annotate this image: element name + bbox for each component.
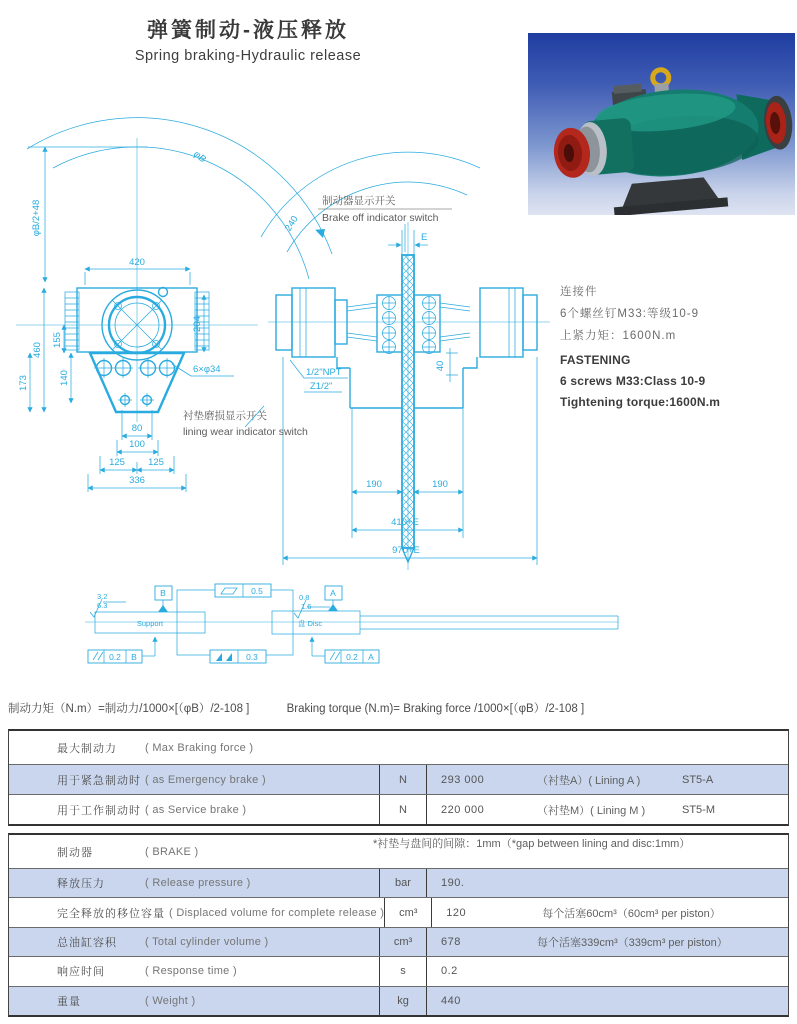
fastening-en-2: 6 screws M33:Class 10-9 [560, 374, 706, 388]
roughness-1.6: 1.6 [301, 602, 312, 611]
dim-155: 155 [52, 332, 63, 348]
unit-cell: N [379, 765, 427, 794]
parallel-b-ref: B [131, 652, 137, 662]
value-cell: 293 000 [441, 773, 485, 786]
datum-a-label: A [330, 588, 336, 598]
unit-cell: s [379, 957, 427, 985]
table-row [9, 868, 788, 897]
dim-240: 240 [283, 214, 301, 234]
code-cell: ST5-M [682, 803, 715, 816]
formula-en: Braking torque (N.m)= Braking force /1000×[（φB）/2-108 ] [286, 703, 585, 715]
row-label-en: ( Response time ) [145, 965, 237, 978]
row-label-zh: 响应时间 [57, 966, 105, 979]
brake-photo-illustration [528, 33, 795, 215]
value-cell: 678 [441, 936, 461, 949]
runout-value: 0.3 [246, 652, 258, 662]
callout-brake-off-zh: 制动器显示开关 [322, 195, 396, 207]
row-label-zh: 完全释放的移位容量 [57, 907, 165, 920]
fastening-zh-3: 上紧力矩：1600N.m [560, 330, 677, 342]
dim-100: 100 [129, 439, 145, 450]
fastening-note [560, 281, 720, 413]
dim-phiB-half: φB/2+48 [31, 199, 42, 237]
row-label-zh: 用于工作制动时 [57, 804, 141, 817]
flatness-value: 0.5 [251, 586, 263, 596]
dim-140: 140 [59, 370, 70, 386]
row-label-zh: 重量 [57, 995, 81, 1008]
roughness-3.2: 3.2 [97, 592, 108, 601]
dim-190-left: 190 [366, 479, 382, 490]
dim-420: 420 [129, 257, 145, 268]
table-row [9, 764, 788, 794]
roughness-6.3: 6.3 [97, 601, 108, 610]
dim-80: 80 [131, 423, 143, 434]
callout-lining-en: lining wear indicator switch [183, 426, 308, 438]
row-label-zh: 总油缸容积 [57, 937, 117, 950]
dim-204: 204 [192, 316, 203, 332]
fastening-en-3: Tightening torque:1600N.m [560, 395, 721, 409]
fastening-zh-1: 连接件 [560, 286, 598, 298]
parallel-b-value: 0.2 [109, 652, 121, 662]
unit-cell: kg [379, 987, 427, 1015]
dim-z12: Z1/2" [310, 381, 333, 392]
disc-label: 盘 Disc [297, 619, 323, 628]
dim-npt: 1/2"NPT [306, 367, 342, 378]
callout-lining-zh: 衬垫磨损显示开关 [183, 410, 267, 422]
dim-173: 173 [18, 375, 29, 391]
table-row [9, 731, 788, 764]
value-cell: 0.2 [441, 965, 458, 978]
title-block [78, 14, 418, 64]
row-label-en: ( Release pressure ) [145, 877, 251, 890]
unit-cell: bar [379, 869, 427, 897]
value-cell: 190. [441, 877, 465, 890]
front-view [16, 138, 258, 422]
row-label-zh: 最大制动力 [57, 742, 117, 755]
dim-125-right: 125 [148, 457, 164, 468]
row-label-en: ( Total cylinder volume ) [145, 936, 269, 949]
front-view-dimensions [18, 147, 301, 492]
dim-410E: 410+E [391, 517, 419, 528]
tolerance-diagram [85, 584, 618, 663]
table-row [9, 986, 788, 1015]
fastening-zh-2: 6个螺丝钉M33:等级10-9 [560, 308, 699, 320]
callout-brake-off-en: Brake off indicator switch [322, 212, 439, 224]
dim-phiB: φB [191, 148, 208, 166]
row-label-en: ( as Emergency brake ) [145, 773, 266, 786]
brake-spec-table [8, 833, 789, 1017]
row-label-en: ( Weight ) [145, 994, 196, 1007]
table-row [9, 897, 788, 926]
dim-holes: 6×φ34 [193, 364, 221, 375]
unit-cell: cm³ [379, 928, 427, 956]
note-cell: 每个活塞339cm³（339cm³ per piston） [537, 937, 728, 950]
product-photo [528, 33, 795, 215]
dim-970E: 970+E [392, 545, 420, 556]
value-cell: 440 [441, 994, 461, 1007]
table-row [9, 956, 788, 985]
page-title-en: Spring braking-Hydraulic release [134, 48, 362, 64]
braking-force-table [8, 729, 789, 826]
formula-zh: 制动力矩（N.m）=制动力/1000×[（φB）/2-108 ] [8, 703, 250, 715]
parallel-a-value: 0.2 [346, 652, 358, 662]
dim-460: 460 [32, 342, 43, 358]
table-row [9, 835, 788, 868]
dim-40: 40 [435, 360, 446, 372]
braking-torque-formula [8, 700, 584, 716]
gap-note: *衬垫与盘间的间隙：1mm（*gap between lining and disc:1mm） [373, 838, 691, 850]
row-label-en: ( Displaced volume for complete release ) [169, 906, 385, 919]
page-title-zh: 弹簧制动-液压释放 [147, 19, 349, 42]
datum-b-label: B [160, 588, 166, 598]
row-label-en: ( BRAKE ) [145, 845, 199, 858]
note-cell: （衬垫M）( Lining M ) [537, 804, 646, 817]
unit-cell: N [379, 795, 427, 824]
note-cell: 每个活塞60cm³（60cm³ per piston） [542, 907, 721, 920]
dim-336: 336 [129, 475, 145, 486]
note-cell: （衬垫A）( Lining A ) [537, 774, 641, 787]
value-cell: 220 000 [441, 803, 485, 816]
value-cell: 120 [446, 906, 467, 919]
table-row [9, 927, 788, 956]
row-label-en: ( as Service brake ) [145, 803, 247, 816]
row-label-en: ( Max Braking force ) [145, 741, 254, 754]
table-row [9, 794, 788, 824]
dim-E: E [421, 232, 428, 243]
row-label-zh: 用于紧急制动时 [57, 774, 141, 787]
fastening-en-1: FASTENING [560, 353, 631, 367]
dim-125-left: 125 [109, 457, 125, 468]
row-label-zh: 释放压力 [57, 878, 105, 891]
unit-cell: cm³ [384, 898, 432, 926]
support-label: Support [136, 619, 164, 628]
parallel-a-ref: A [368, 652, 374, 662]
row-label-zh: 制动器 [57, 846, 93, 859]
roughness-0.8: 0.8 [299, 593, 310, 602]
dim-190-right: 190 [432, 479, 448, 490]
code-cell: ST5-A [682, 773, 714, 786]
